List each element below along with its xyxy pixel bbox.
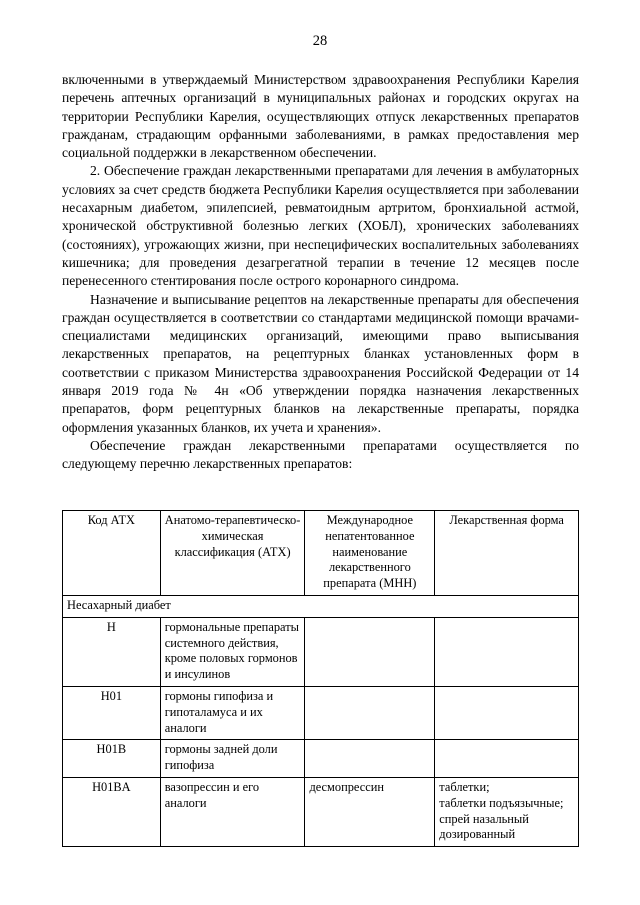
row-atc: вазопрессин и его аналоги [160,777,305,846]
table-row [63,740,579,778]
row-code: H01B [63,740,161,778]
table-header-row [63,511,579,596]
row-form [435,617,579,686]
table-row [63,777,579,846]
dosage-form-item: таблетки; [439,779,490,794]
row-inn: десмопрессин [305,777,435,846]
row-inn [305,617,435,686]
table-row [63,686,579,739]
dosage-form-item: таблетки подъязычные; [439,795,564,810]
paragraph-list-intro: Обеспечение граждан лекарственными препаратами осуществляется по следующему перечню лекарственных препаратов: [62,437,579,472]
row-form [435,686,579,739]
table-row [63,617,579,686]
row-form [435,777,579,846]
header-atc-classification: Анатомо-терапевтическо-химическая классификация (АТХ) [160,511,305,596]
row-atc: гормоны гипофиза и гипоталамуса и их аналоги [160,686,305,739]
row-atc: гормональные препараты системного действия, кроме половых гормонов и инсулинов [160,617,305,686]
row-inn [305,740,435,778]
row-code: H [63,617,161,686]
row-inn [305,686,435,739]
header-atc-code: Код АТХ [63,511,161,596]
paragraph-2: 2. Обеспечение граждан лекарственными препаратами для лечения в амбулаторных условиях за счет средств бюджета Республики Карелия осуществляется при заболевании несахарным диабетом, эпилепсией, ревматоидным артритом, бронхиальной астмой, хронической обструктивной болезнью легких (ХОБЛ), хронических заболеваниях (состояниях), угрожающих жизни, при неспецифических воспалительных заболеваниях кишечника; для проведения дезагрегатной терапии в течение 12 месяцев после перенесенного стентирования после острого коронарного синдрома. [62,163,579,289]
header-inn: Международное непатентованное наименование лекарственного препарата (МНН) [305,511,435,596]
row-code: H01BA [63,777,161,846]
drug-list-table [62,510,579,847]
dosage-form-item: спрей назальный дозированный [439,811,529,842]
page-number: 28 [312,33,328,49]
row-form [435,740,579,778]
row-atc: гормоны задней доли гипофиза [160,740,305,778]
section-title: Несахарный диабет [63,595,579,617]
row-code: H01 [63,686,161,739]
paragraph-prescription: Назначение и выписывание рецептов на лекарственные препараты для обеспечения граждан осуществляется в соответствии со стандартами медицинской помощи врачами-специалистами медицинских организаций, имеющими право выписывания лекарственных препаратов, на рецептурных бланках установленных форм в соответствии с приказом Министерства здравоохранения Российской Федерации от 14 января 2019 года № 4н «Об утверждении порядка назначения лекарственных препаратов, форм рецептурных бланков на лекарственные препараты, порядка оформления указанных бланков, их учета и хранения». [62,291,579,435]
table-section-row [63,595,579,617]
document-body [62,71,579,474]
header-dosage-form: Лекарственная форма [435,511,579,596]
paragraph-continuation: включенными в утверждаемый Министерством здравоохранения Республики Карелия перечень аптечных организаций в муниципальных районах и городских округах на территории Республики Карелия, осуществляющих отпуск лекарственных препаратов гражданам, страдающим орфанными заболеваниями, в рамках предоставления мер социальной поддержки в лекарственном обеспечении. [62,72,579,161]
